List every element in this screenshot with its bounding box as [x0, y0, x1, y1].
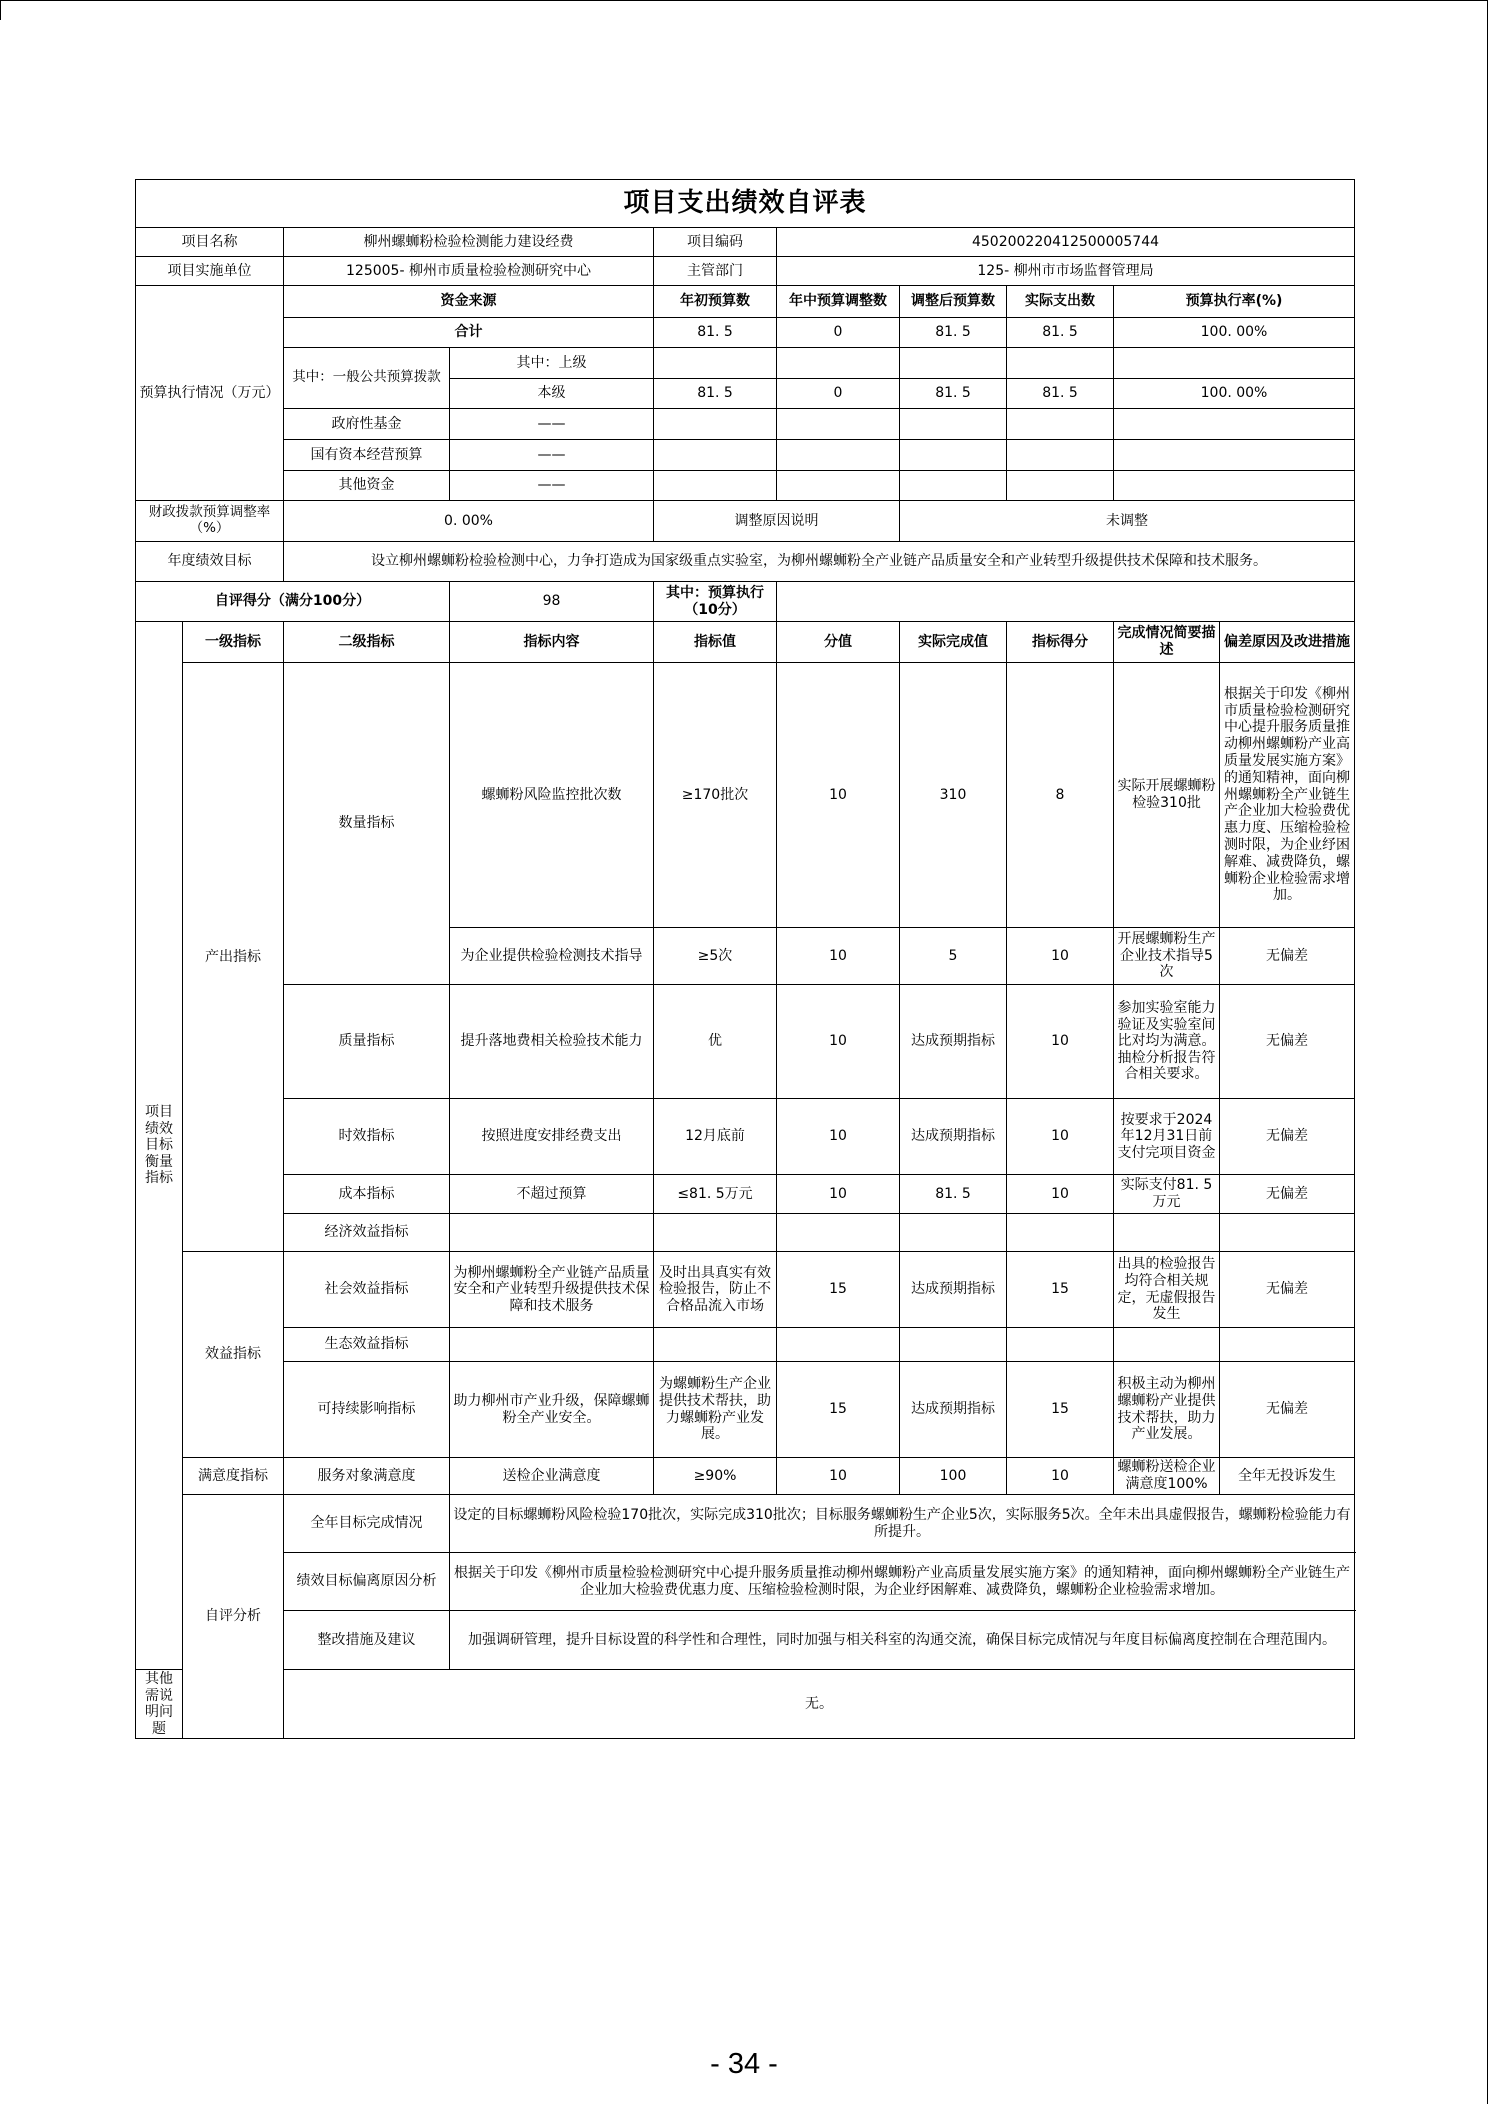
- total-adjusted: 81. 5: [900, 318, 1007, 348]
- local-adjust: 0: [777, 379, 900, 409]
- indicator-reason: 无偏差: [1220, 1252, 1355, 1328]
- level2-cost: 成本指标: [284, 1175, 450, 1214]
- indicator-weight: 10: [777, 928, 900, 985]
- analysis-label: 其他需说明问题: [136, 1670, 183, 1739]
- upper-adjusted: [900, 348, 1007, 379]
- self-score-value: 98: [450, 582, 654, 622]
- indicator-desc: 出具的检验报告均符合相关规定，无虚假报告发生: [1114, 1252, 1220, 1328]
- upper-adjust: [777, 348, 900, 379]
- state-capital-dash: ——: [450, 440, 654, 471]
- implementing-unit: 125005- 柳州市质量检验检测研究中心: [284, 257, 654, 286]
- level2-quantity: 数量指标: [284, 663, 450, 985]
- budget-header-midyear: 年中预算调整数: [777, 286, 900, 318]
- indicator-weight: 10: [777, 1458, 900, 1495]
- level1-satisfaction: 满意度指标: [183, 1458, 284, 1495]
- level1-benefit: 效益指标: [183, 1252, 284, 1458]
- indicator-actual: 达成预期指标: [900, 985, 1007, 1099]
- state-capital-label: 国有资本经营预算: [284, 440, 450, 471]
- project-code-label: 项目编码: [654, 228, 777, 257]
- total-actual: 81. 5: [1007, 318, 1114, 348]
- table-row: [136, 1458, 1355, 1495]
- indicator-header-l1: 一级指标: [183, 622, 284, 663]
- indicator-desc: 螺蛳粉送检企业满意度100%: [1114, 1458, 1220, 1495]
- indicator-content: 为柳州螺蛳粉全产业链产品质量安全和产业转型升级提供技术保障和技术服务: [450, 1252, 654, 1328]
- table-row: [136, 1252, 1355, 1328]
- indicator-target: ≤81. 5万元: [654, 1175, 777, 1214]
- indicator-actual: 81. 5: [900, 1175, 1007, 1214]
- indicator-header-target: 指标值: [654, 622, 777, 663]
- analysis-text: 无。: [284, 1670, 1355, 1739]
- local-level-label: 本级: [450, 379, 654, 409]
- indicator-reason: 无偏差: [1220, 985, 1355, 1099]
- upper-initial: [654, 348, 777, 379]
- indicator-content: 助力柳州市产业升级，保障螺蛳粉全产业安全。: [450, 1362, 654, 1458]
- total-initial: 81. 5: [654, 318, 777, 348]
- indicator-target: 12月底前: [654, 1099, 777, 1175]
- indicator-target: 为螺蛳粉生产企业提供技术帮扶，助力螺蛳粉产业发展。: [654, 1362, 777, 1458]
- adjust-rate-label: 财政拨款预算调整率（%）: [136, 501, 284, 542]
- indicator-weight: 15: [777, 1362, 900, 1458]
- table-row: [136, 1328, 1355, 1362]
- indicator-desc: 实际开展螺蛳粉检验310批: [1114, 663, 1220, 928]
- general-budget-label: 其中：一般公共预算拨款: [284, 348, 450, 409]
- upper-level-label: 其中：上级: [450, 348, 654, 379]
- indicator-header-content: 指标内容: [450, 622, 654, 663]
- indicator-header-reason: 偏差原因及改进措施: [1220, 622, 1355, 663]
- indicator-actual: 100: [900, 1458, 1007, 1495]
- indicator-header-score: 指标得分: [1007, 622, 1114, 663]
- self-score-label: 自评得分（满分100分）: [136, 582, 450, 622]
- indicator-weight: 10: [777, 663, 900, 928]
- performance-evaluation-table: [135, 179, 1355, 1739]
- total-label: 合计: [284, 318, 654, 348]
- level2-social: 社会效益指标: [284, 1252, 450, 1328]
- table-row: [136, 1214, 1355, 1252]
- indicator-reason: 无偏差: [1220, 1099, 1355, 1175]
- indicator-content: 按照进度安排经费支出: [450, 1099, 654, 1175]
- table-title: 项目支出绩效自评表: [136, 180, 1355, 228]
- table-row: [136, 1362, 1355, 1458]
- indicator-desc: 参加实验室能力验证及实验室间比对均为满意。抽检分析报告符合相关要求。: [1114, 985, 1220, 1099]
- indicator-score: 10: [1007, 1458, 1114, 1495]
- level2-economic: 经济效益指标: [284, 1214, 450, 1252]
- gov-fund-label: 政府性基金: [284, 409, 450, 440]
- analysis-text: 加强调研管理，提升目标设置的科学性和合理性，同时加强与相关科室的沟通交流，确保目标完成情况与年度目标偏离度控制在合理范围内。: [450, 1611, 1355, 1670]
- indicator-score: 10: [1007, 985, 1114, 1099]
- analysis-side-label: 自评分析: [183, 1495, 284, 1739]
- department: 125- 柳州市市场监督管理局: [777, 257, 1355, 286]
- indicator-target: 优: [654, 985, 777, 1099]
- indicator-actual: 5: [900, 928, 1007, 985]
- indicator-score: 10: [1007, 1175, 1114, 1214]
- indicator-header-l2: 二级指标: [284, 622, 450, 663]
- level2-satisfaction: 服务对象满意度: [284, 1458, 450, 1495]
- local-adjusted: 81. 5: [900, 379, 1007, 409]
- indicator-reason: 根据关于印发《柳州市质量检验检测研究中心提升服务质量推动柳州螺蛳粉产业高质量发展实施方案》的通知精神，面向柳州螺蛳粉全产业链生产企业加大检验费优惠力度、压缩检验检测时限，为企业纾困解难、减费降负，螺蛳粉企业检验需求增加。: [1220, 663, 1355, 928]
- analysis-label: 整改措施及建议: [284, 1611, 450, 1670]
- indicator-weight: 10: [777, 1175, 900, 1214]
- table-row: [136, 663, 1355, 928]
- indicator-target: 及时出具真实有效检验报告，防止不合格品流入市场: [654, 1252, 777, 1328]
- annual-goal-label: 年度绩效目标: [136, 542, 284, 582]
- adjust-reason-label: 调整原因说明: [654, 501, 900, 542]
- indicator-target: ≥170批次: [654, 663, 777, 928]
- budget-section-label: 预算执行情况（万元）: [136, 286, 284, 501]
- department-label: 主管部门: [654, 257, 777, 286]
- indicator-actual: 达成预期指标: [900, 1362, 1007, 1458]
- table-row: [136, 1175, 1355, 1214]
- project-name: 柳州螺蛳粉检验检测能力建设经费: [284, 228, 654, 257]
- table-row: [136, 985, 1355, 1099]
- adjust-reason: 未调整: [900, 501, 1355, 542]
- page-frame-left: [0, 0, 1, 20]
- other-funds-label: 其他资金: [284, 471, 450, 501]
- total-rate: 100. 00%: [1114, 318, 1355, 348]
- indicator-score: 10: [1007, 1099, 1114, 1175]
- indicator-actual: 310: [900, 663, 1007, 928]
- indicator-content: 提升落地费相关检验技术能力: [450, 985, 654, 1099]
- indicator-target: ≥5次: [654, 928, 777, 985]
- local-rate: 100. 00%: [1114, 379, 1355, 409]
- indicator-content: 为企业提供检验检测技术指导: [450, 928, 654, 985]
- budget-header-adjusted: 调整后预算数: [900, 286, 1007, 318]
- gov-fund-dash: ——: [450, 409, 654, 440]
- analysis-text: 设定的目标螺蛳粉风险检验170批次，实际完成310批次；目标服务螺蛳粉生产企业5次，实际服务5次。全年未出具虚假报告，螺蛳粉检验能力有所提升。: [450, 1495, 1355, 1553]
- indicator-content: 螺蛳粉风险监控批次数: [450, 663, 654, 928]
- analysis-label: 全年目标完成情况: [284, 1495, 450, 1553]
- level2-timeliness: 时效指标: [284, 1099, 450, 1175]
- budget-header-actual: 实际支出数: [1007, 286, 1114, 318]
- indicator-weight: 10: [777, 1099, 900, 1175]
- adjust-rate: 0. 00%: [284, 501, 654, 542]
- level2-ecological: 生态效益指标: [284, 1328, 450, 1362]
- indicator-desc: 积极主动为柳州螺蛳粉产业提供技术帮扶，助力产业发展。: [1114, 1362, 1220, 1458]
- indicator-desc: 按要求于2024年12月31日前支付完项目资金: [1114, 1099, 1220, 1175]
- analysis-text: 根据关于印发《柳州市质量检验检测研究中心提升服务质量推动柳州螺蛳粉产业高质量发展实施方案》的通知精神，面向柳州螺蛳粉全产业链生产企业加大检验费优惠力度、压缩检验检测时限，为企业纾困解难、减费降负，螺蛳粉企业检验需求增加。: [450, 1553, 1355, 1611]
- indicator-header-actual: 实际完成值: [900, 622, 1007, 663]
- indicator-score: 15: [1007, 1252, 1114, 1328]
- budget-header-source: 资金来源: [284, 286, 654, 318]
- project-name-label: 项目名称: [136, 228, 284, 257]
- total-adjust: 0: [777, 318, 900, 348]
- annual-goal-text: 设立柳州螺蛳粉检验检测中心，力争打造成为国家级重点实验室，为柳州螺蛳粉全产业链产品质量安全和产业转型升级提供技术保障和技术服务。: [284, 542, 1355, 582]
- indicator-desc: 开展螺蛳粉生产企业技术指导5次: [1114, 928, 1220, 985]
- indicator-reason: 全年无投诉发生: [1220, 1458, 1355, 1495]
- implementing-unit-label: 项目实施单位: [136, 257, 284, 286]
- project-code: 450200220412500005744: [777, 228, 1355, 257]
- indicator-weight: 10: [777, 985, 900, 1099]
- indicator-content: 不超过预算: [450, 1175, 654, 1214]
- upper-rate: [1114, 348, 1355, 379]
- indicator-score: 8: [1007, 663, 1114, 928]
- indicator-actual: 达成预期指标: [900, 1252, 1007, 1328]
- local-initial: 81. 5: [654, 379, 777, 409]
- indicator-target: ≥90%: [654, 1458, 777, 1495]
- upper-actual: [1007, 348, 1114, 379]
- level1-output: 产出指标: [183, 663, 284, 1252]
- budget-exec-score-label: 其中：预算执行（10分）: [654, 582, 777, 622]
- indicator-actual: 达成预期指标: [900, 1099, 1007, 1175]
- page-frame-top: [0, 0, 1487, 1]
- indicator-side-label: 项目绩效目标衡量指标: [136, 622, 183, 1670]
- indicator-reason: 无偏差: [1220, 928, 1355, 985]
- other-funds-dash: ——: [450, 471, 654, 501]
- budget-header-initial: 年初预算数: [654, 286, 777, 318]
- table-row: [136, 1099, 1355, 1175]
- budget-header-rate: 预算执行率(%): [1114, 286, 1355, 318]
- indicator-desc: 实际支付81. 5万元: [1114, 1175, 1220, 1214]
- budget-exec-score-value: [777, 582, 1355, 622]
- analysis-label: 绩效目标偏离原因分析: [284, 1553, 450, 1611]
- indicator-reason: 无偏差: [1220, 1175, 1355, 1214]
- indicator-score: 15: [1007, 1362, 1114, 1458]
- indicator-weight: 15: [777, 1252, 900, 1328]
- page-number: - 34 -: [710, 2048, 778, 2080]
- level2-sustainable: 可持续影响指标: [284, 1362, 450, 1458]
- indicator-header-weight: 分值: [777, 622, 900, 663]
- local-actual: 81. 5: [1007, 379, 1114, 409]
- indicator-content: 送检企业满意度: [450, 1458, 654, 1495]
- indicator-reason: 无偏差: [1220, 1362, 1355, 1458]
- indicator-header-desc: 完成情况简要描述: [1114, 622, 1220, 663]
- indicator-score: 10: [1007, 928, 1114, 985]
- level2-quality: 质量指标: [284, 985, 450, 1099]
